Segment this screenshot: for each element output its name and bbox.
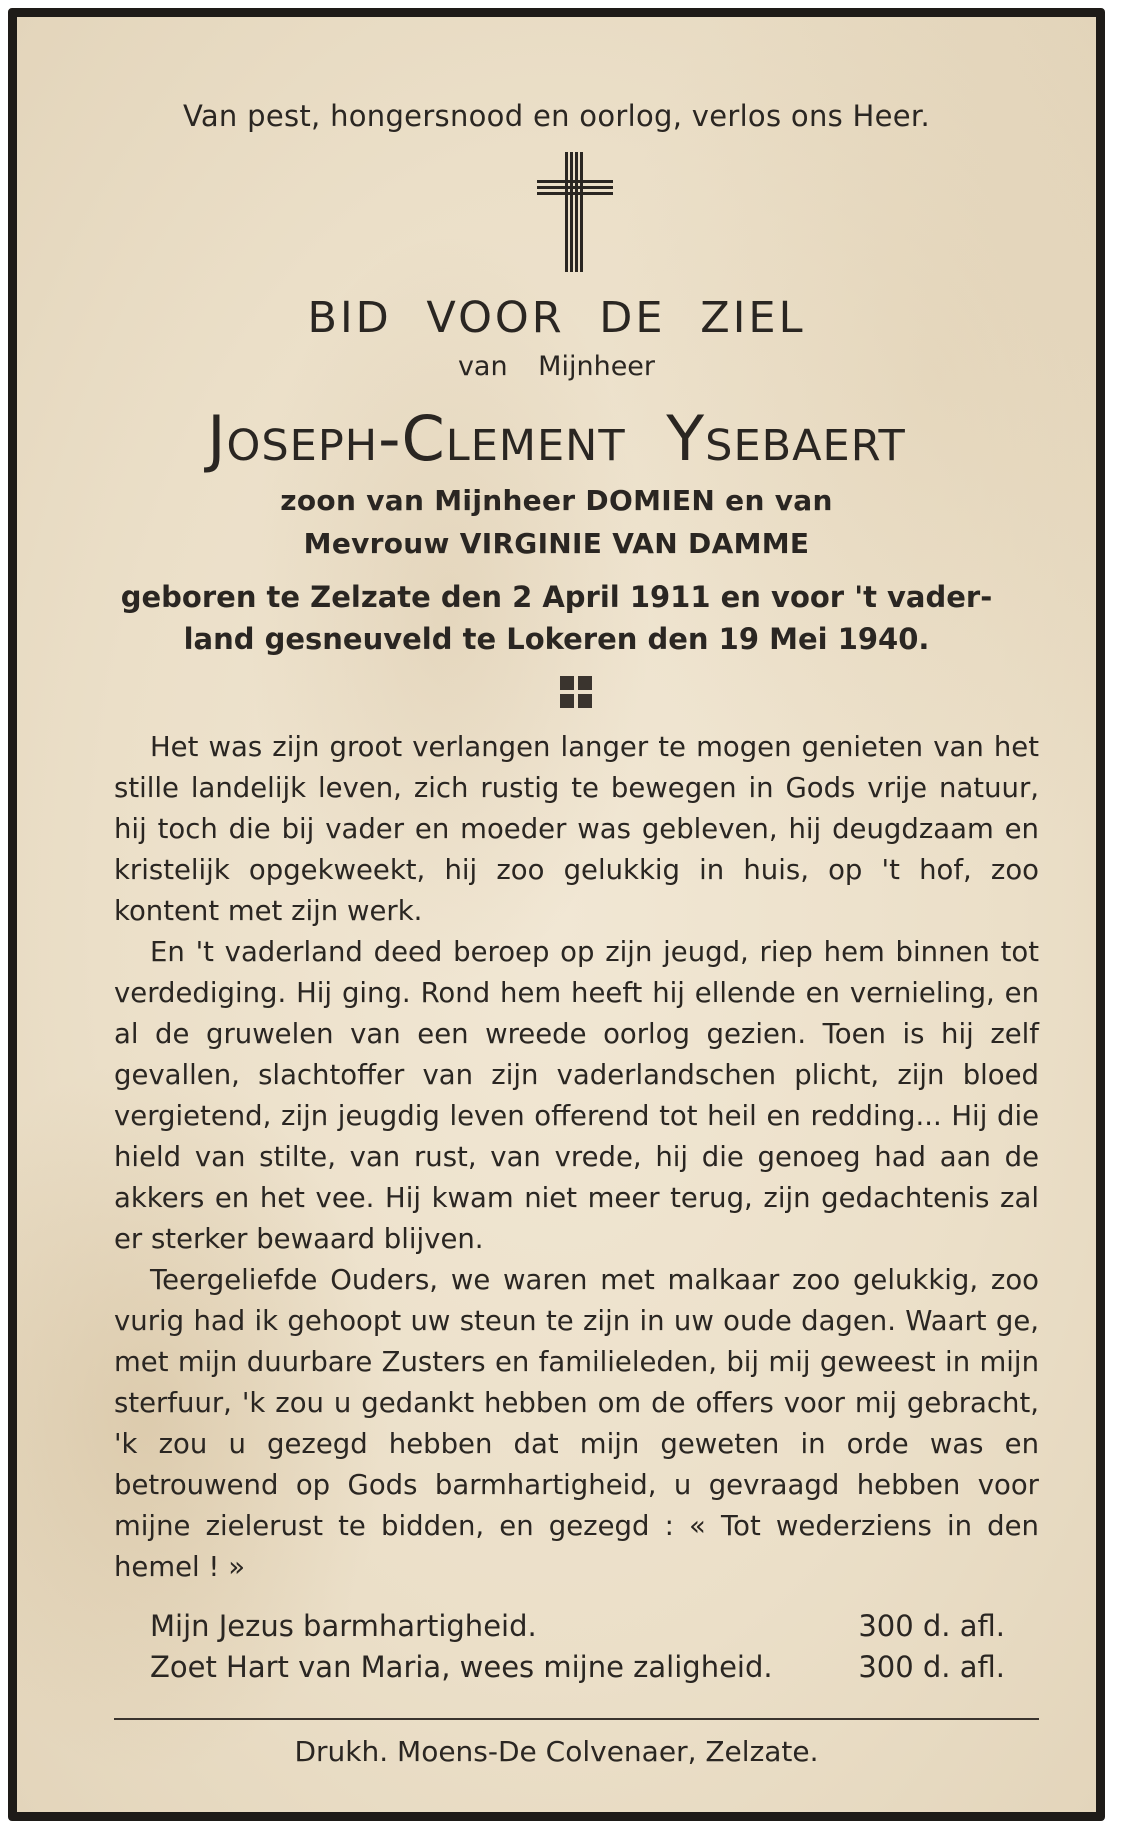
indulgence-value: 300 d. afl. <box>858 1650 1005 1684</box>
card-content <box>17 17 1096 1812</box>
heading: BID VOOR DE ZIEL <box>307 293 806 343</box>
birth-death-line-1: geboren te Zelzate den 2 April 1911 en voor 't vader- <box>120 580 993 614</box>
motto: Van pest, hongersnood en oorlog, verlos ons Heer. <box>182 99 931 133</box>
divider <box>114 1718 1039 1720</box>
indulgence-prayer: Mijn Jezus barmhartigheid. <box>150 1609 537 1643</box>
memorial-card <box>8 8 1105 1821</box>
paragraph-2: En 't vaderland deed beroep op zijn jeugd, riep hem binnen tot verdediging. Hij ging. Rond hem heeft hij ellende en vernieling, en al de gruwelen van een wreede oorlog gezien. Toen is hij zelf gevallen, slachtoffer van zijn vaderlandschen plicht, zijn bloed vergietend, zijn jeugdig leven offerend tot heil en redding... Hij die hield van stilte, van rust, van vrede, hij die genoeg had aan de akkers en het vee. Hij kwam niet meer terug, zijn gedachtenis zal er sterker bewaard blijven. <box>114 936 1039 1255</box>
indulgence-value: 300 d. afl. <box>858 1609 1005 1643</box>
indulgence-row <box>150 1609 1005 1643</box>
paragraph-1: Het was zijn groot verlangen langer te mogen genieten van het stille landelijk leven, zich rustig te bewegen in Gods vrije natuur, hij toch die bij vader en moeder was gebleven, hij deugdzaam en kristelijk opgekweekt, hij zoo gelukkig in huis, op 't hof, zoo kontent met zijn werk. <box>114 731 1039 927</box>
cross-icon <box>537 152 613 272</box>
indulgence-prayer: Zoet Hart van Maria, wees mijne zaligheid. <box>150 1650 773 1684</box>
paragraph-3: Teergeliefde Ouders, we waren met malkaar zoo gelukkig, zoo vurig had ik gehoopt uw steun te zijn in uw oude dagen. Waart ge, met mijn duurbare Zusters en familieleden, bij mij geweest in mijn sterfuur, 'k zou u gedankt hebben om de offers voor mij gebracht, 'k zou u gezegd hebben dat mijn geweten in orde was en betrouwend op Gods barmhartigheid, u gevraagd hebben voor mijne zielerust te bidden, en gezegd : « Tot wederziens in den hemel ! » <box>114 1264 1039 1583</box>
indulgence-row <box>150 1650 1005 1684</box>
deceased-name: Joseph-Clement Ysebaert <box>207 402 906 475</box>
printer-credit: Drukh. Moens-De Colvenaer, Zelzate. <box>294 1735 819 1768</box>
parents-line-2: Mevrouw VIRGINIE VAN DAMME <box>303 527 810 560</box>
memorial-text <box>114 727 1039 1588</box>
van-mijnheer-line: van Mijnheer <box>457 351 656 382</box>
parents-line-1: zoon van Mijnheer DOMIEN en van <box>280 484 833 517</box>
cross-ornament-icon <box>560 676 592 708</box>
birth-death-line-2: land gesneuveld te Lokeren den 19 Mei 1940. <box>183 622 930 656</box>
